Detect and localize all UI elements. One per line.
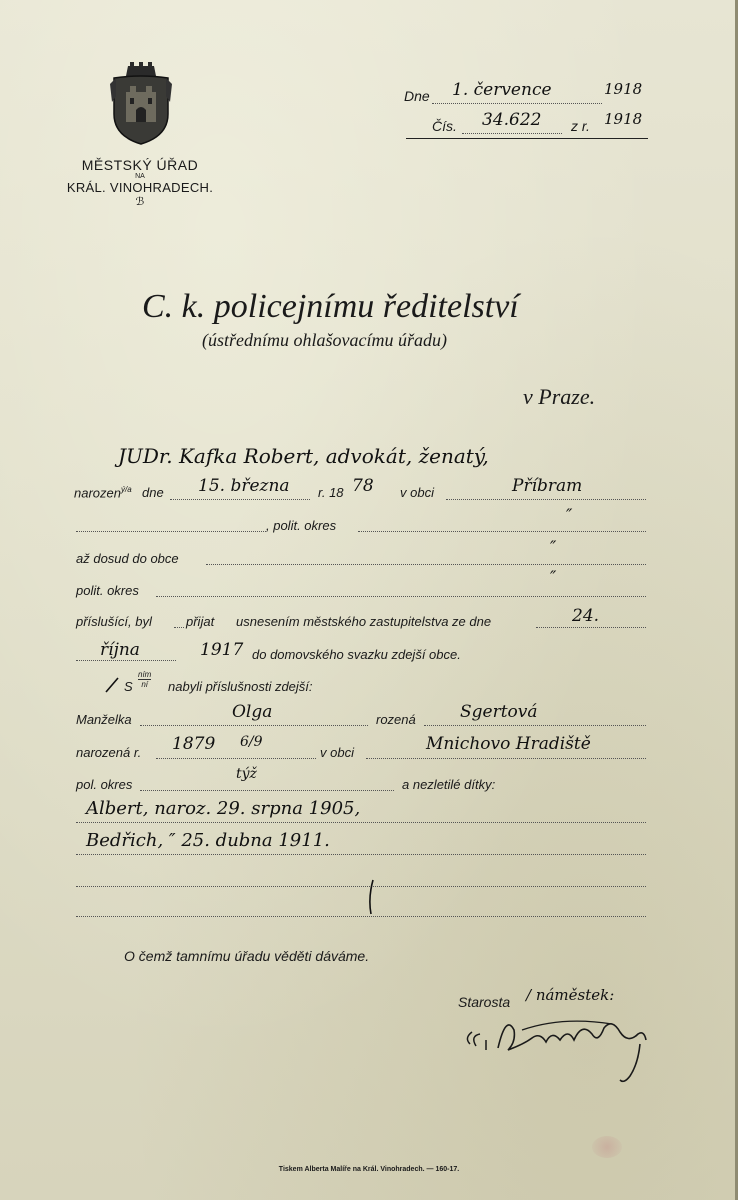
- polit-district-label: polit. okres: [76, 583, 139, 598]
- z-r-value: 1918: [604, 110, 643, 128]
- number-label: Čís.: [432, 118, 457, 134]
- acquired-label: nabyli příslušnosti zdejší:: [168, 679, 313, 694]
- year-label: r. 18: [318, 485, 344, 500]
- resolution-month: října: [100, 640, 140, 660]
- accepted-label: přijat: [186, 614, 215, 629]
- year-value: 78: [352, 476, 374, 496]
- strike-mark-icon: [104, 676, 120, 694]
- nee-value: Sgertová: [460, 702, 538, 722]
- wife-value: Olga: [232, 702, 273, 722]
- resolution-label: usnesením městského zastupitelstva ze dne: [236, 614, 492, 629]
- printer-footer: Tiskem Alberta Malíře na Král. Vinohradech. — 160-17.: [278, 1166, 460, 1173]
- name-value: JUDr. Kafka Robert, advokát, ženatý,: [118, 444, 489, 468]
- header-rule: [406, 138, 648, 139]
- office-name: [40, 157, 240, 208]
- date-label: Dne: [404, 88, 430, 104]
- nee-label: rozená: [376, 712, 416, 727]
- municipality-value: Příbram: [512, 476, 583, 496]
- date-value: 1. července: [452, 80, 552, 100]
- children-label: a nezletilé dítky:: [402, 777, 496, 792]
- resolution-day: 24.: [572, 606, 600, 626]
- coat-of-arms-icon: [108, 62, 174, 146]
- addressee-place: v Praze.: [523, 384, 596, 409]
- paper-stain: [592, 1136, 622, 1158]
- signature-icon: [462, 1010, 652, 1090]
- born-f-year: 1879: [172, 734, 216, 754]
- pol-district-value: týž: [236, 766, 257, 782]
- municipality-label: v obci: [400, 485, 434, 500]
- day-label: dne: [142, 485, 164, 500]
- s-nim: ním: [138, 670, 152, 679]
- number-value: 34.622: [482, 110, 542, 130]
- pen-stroke-icon: [364, 878, 378, 918]
- resolution-tail: do domovského svazku zdejší obce.: [252, 647, 461, 662]
- date-year: 1918: [604, 80, 643, 98]
- district-label: , polit. okres: [266, 518, 337, 533]
- born-f-municipality-value: Mnichovo Hradiště: [426, 734, 591, 754]
- mayor-handwritten: / náměstek:: [526, 986, 615, 1004]
- until-value: ″: [550, 538, 557, 558]
- mayor-label: Starosta: [458, 994, 511, 1010]
- born-f-date: 6/9: [240, 734, 263, 750]
- addressee-subtitle: (ústřednímu ohlašovacímu úřadu): [202, 330, 447, 350]
- s-ni: ní: [138, 679, 151, 689]
- office-line-3: KRÁL. VINOHRADECH.: [66, 180, 214, 195]
- born-f-municipality-label: v obci: [320, 745, 354, 760]
- office-line-1: MĚSTSKÝ ÚŘAD: [81, 157, 199, 173]
- office-mark: ℬ: [135, 196, 145, 208]
- s-fraction: [138, 670, 151, 689]
- wife-label: Manželka: [76, 712, 132, 727]
- district-value: ″: [566, 506, 573, 526]
- born-label-text: narozen: [74, 485, 121, 501]
- pol-district-label: pol. okres: [76, 777, 133, 792]
- born-f-label: narozená r.: [76, 745, 142, 760]
- z-r-label: z r.: [571, 118, 590, 134]
- resolution-year: 1917: [200, 640, 244, 660]
- addressee-title: C. k. policejnímu ředitelství: [142, 288, 519, 325]
- belonging-label: příslušící, byl: [76, 614, 152, 629]
- polit-district-value: ″: [550, 568, 557, 588]
- until-label: až dosud do obce: [76, 551, 179, 566]
- s-label: S: [124, 679, 133, 694]
- closing-text: O čemž tamnímu úřadu věděti dáváme.: [124, 948, 370, 964]
- child-1: Albert, naroz. 29. srpna 1905,: [86, 798, 361, 819]
- born-label: [74, 485, 132, 500]
- born-suffix: ý/a: [120, 485, 132, 494]
- day-value: 15. března: [198, 476, 290, 496]
- office-line-2: NA: [135, 173, 145, 180]
- child-2: Bedřich, ″ 25. dubna 1911.: [86, 830, 330, 851]
